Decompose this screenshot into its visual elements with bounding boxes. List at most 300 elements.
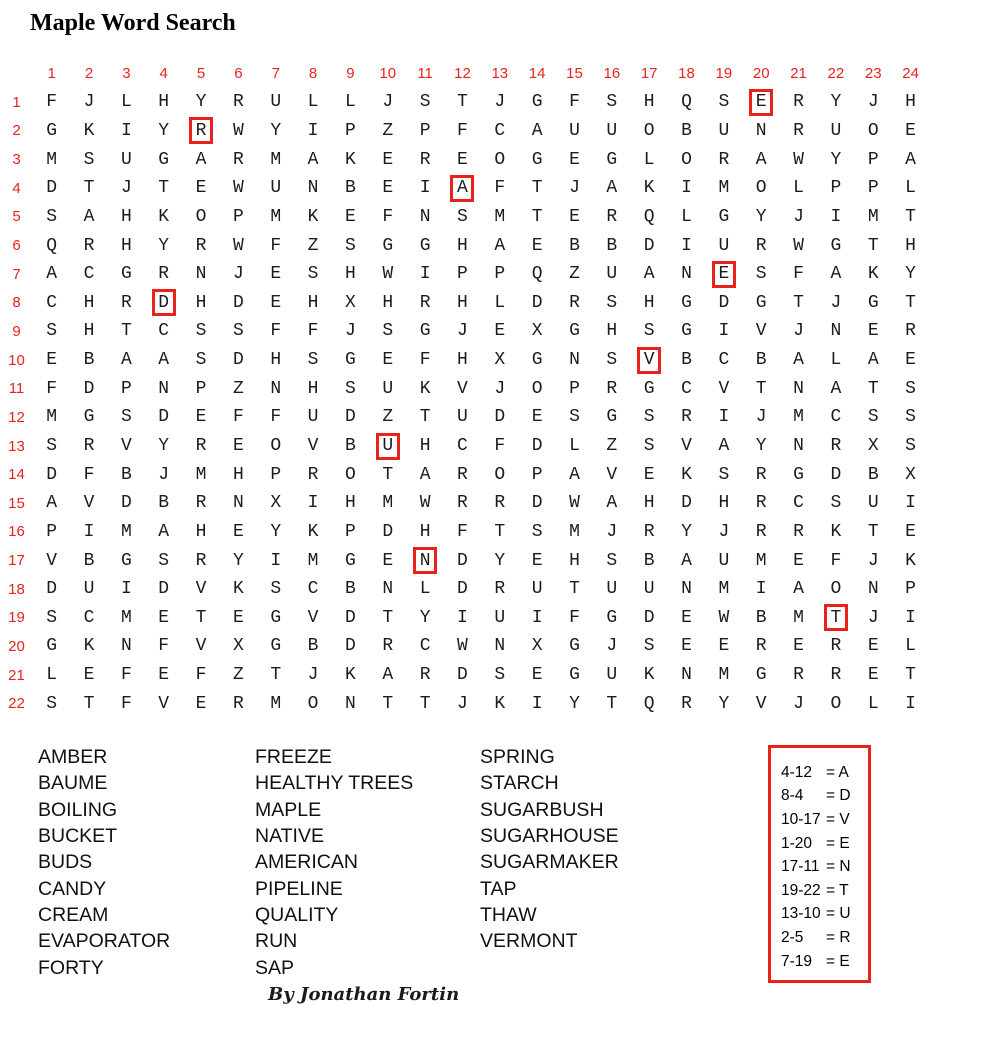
grid-letter: E (195, 693, 207, 714)
grid-letter: I (905, 693, 916, 714)
grid-letter: S (905, 378, 916, 399)
grid-letter: W (232, 120, 244, 141)
grid-letter: C (158, 321, 170, 342)
grid-letter: R (681, 693, 692, 714)
word-grid (0, 58, 929, 718)
boxed-letter: D (152, 289, 176, 316)
grid-letter: F (494, 436, 506, 456)
grid-letter: L (830, 350, 842, 371)
grid-letter: D (531, 493, 543, 514)
grid-letter: R (195, 436, 207, 456)
grid-letter: B (569, 235, 580, 256)
grid-letter: T (905, 206, 916, 227)
grid-letter: Q (46, 235, 58, 256)
grid-letter: V (158, 693, 170, 714)
grid-letter: N (830, 321, 842, 342)
grid-letter: W (232, 178, 244, 199)
grid-letter: R (681, 407, 692, 428)
word-item: FORTY (38, 956, 104, 979)
row-number: 19 (8, 609, 25, 627)
grid-letter: Z (606, 436, 618, 456)
row-number: 18 (8, 580, 25, 598)
col-number: 2 (84, 64, 94, 82)
grid-letter: K (158, 206, 170, 227)
grid-letter: R (195, 493, 207, 514)
grid-letter: V (718, 378, 730, 399)
grid-letter: E (494, 321, 506, 342)
grid-letter: F (120, 665, 132, 686)
grid-letter: L (867, 693, 879, 714)
grid-letter: G (419, 321, 431, 342)
grid-letter: H (569, 550, 580, 571)
grid-letter: U (606, 579, 618, 600)
grid-letter: M (120, 607, 132, 628)
grid-letter: G (569, 636, 580, 657)
grid-letter: S (494, 665, 506, 686)
grid-letter: G (158, 149, 170, 170)
page-title: Maple Word Search (30, 10, 236, 36)
grid-letter: N (755, 120, 767, 141)
grid-letter: D (345, 407, 356, 428)
grid-letter: T (158, 178, 170, 199)
legend-coord: 17-11 (781, 858, 820, 876)
grid-letter: Y (419, 607, 431, 628)
grid-letter: S (905, 436, 916, 456)
grid-letter: I (681, 178, 692, 199)
grid-letter: T (867, 521, 879, 542)
grid-letter: D (345, 607, 356, 628)
grid-letter: U (120, 149, 132, 170)
grid-letter: T (905, 292, 916, 313)
grid-letter: E (531, 665, 543, 686)
grid-letter: R (793, 521, 804, 542)
word-item: CREAM (38, 904, 109, 927)
grid-letter: E (382, 149, 394, 170)
grid-letter: D (158, 407, 170, 428)
grid-letter: L (681, 206, 692, 227)
word-item: BUDS (38, 851, 93, 874)
grid-letter: S (718, 464, 730, 485)
grid-letter: H (195, 292, 207, 313)
grid-letter: T (270, 665, 282, 686)
grid-letter: R (755, 464, 767, 485)
grid-letter: I (307, 493, 319, 514)
word-item: BUCKET (38, 825, 118, 848)
grid-letter: U (270, 178, 282, 199)
word-list-column-1 (38, 744, 170, 981)
grid-letter: N (307, 178, 319, 199)
grid-letter: F (419, 350, 431, 371)
grid-letter: Z (569, 264, 580, 285)
col-number: 20 (752, 64, 770, 82)
grid-letter: R (606, 206, 618, 227)
grid-letter: S (345, 378, 356, 399)
grid-letter: O (681, 149, 692, 170)
grid-letter: U (531, 579, 543, 600)
grid-letter: G (755, 665, 767, 686)
grid-letter: K (83, 636, 95, 657)
grid-letter: K (830, 521, 842, 542)
boxed-letter: E (712, 261, 736, 288)
grid-letter: Y (195, 92, 207, 113)
grid-letter: P (46, 521, 58, 542)
grid-letter: A (569, 464, 580, 485)
boxed-letter: E (749, 89, 773, 116)
grid-letter: F (307, 321, 319, 342)
grid-letter: G (569, 321, 580, 342)
grid-letter: D (46, 579, 58, 600)
grid-letter: N (681, 579, 692, 600)
grid-letter: E (83, 665, 95, 686)
grid-letter: O (643, 120, 655, 141)
grid-letter: I (419, 178, 431, 199)
grid-letter: B (681, 120, 692, 141)
word-item: TAP (480, 877, 517, 900)
grid-letter: D (46, 464, 58, 485)
grid-letter: R (830, 436, 842, 456)
grid-letter: A (120, 350, 132, 371)
grid-letter: K (232, 579, 244, 600)
grid-letter: E (232, 521, 244, 542)
grid-letter: J (494, 378, 506, 399)
grid-letter: D (643, 607, 655, 628)
legend-entry (781, 832, 868, 856)
grid-letter: H (158, 92, 170, 113)
grid-letter: T (905, 665, 916, 686)
grid-letter: E (158, 607, 170, 628)
grid-letter: E (867, 665, 879, 686)
legend-coord: 19-22 (781, 881, 821, 899)
grid-letter: Z (307, 235, 319, 256)
grid-letter: U (569, 120, 580, 141)
grid-letter: N (419, 206, 431, 227)
grid-letter: S (232, 321, 244, 342)
grid-letter: N (120, 636, 132, 657)
grid-letter: Q (643, 206, 655, 227)
grid-letter: F (270, 407, 282, 428)
grid-letter: J (382, 92, 394, 113)
grid-letter: S (120, 407, 132, 428)
grid-letter: S (643, 636, 655, 657)
col-number: 11 (417, 64, 433, 82)
grid-cell (743, 88, 780, 117)
legend-entry (781, 761, 868, 785)
grid-cell (369, 432, 406, 461)
grid-letter: S (345, 235, 356, 256)
legend-coord: 13-10 (781, 905, 821, 923)
grid-letter: D (232, 292, 244, 313)
row-number: 1 (12, 93, 21, 111)
word-item: NATIVE (255, 825, 324, 848)
grid-cell (182, 117, 219, 146)
grid-letter: M (270, 149, 282, 170)
grid-letter: E (867, 321, 879, 342)
grid-letter: N (382, 579, 394, 600)
grid-letter: E (232, 436, 244, 456)
grid-letter: I (419, 264, 431, 285)
grid-letter: G (643, 378, 655, 399)
grid-letter: S (755, 264, 767, 285)
grid-letter: S (83, 149, 95, 170)
grid-letter: V (755, 321, 767, 342)
grid-letter: C (830, 407, 842, 428)
grid-letter: E (793, 550, 804, 571)
grid-letter: P (232, 206, 244, 227)
word-item: HEALTHY TREES (255, 772, 414, 795)
row-number: 4 (12, 179, 21, 197)
grid-letter: Y (755, 206, 767, 227)
grid-letter: A (905, 149, 916, 170)
grid-letter: D (830, 464, 842, 485)
grid-letter: N (270, 378, 282, 399)
word-item: SAP (255, 956, 295, 979)
grid-letter: E (905, 521, 916, 542)
grid-letter: S (419, 92, 431, 113)
grid-letter: F (232, 407, 244, 428)
grid-letter: G (120, 264, 132, 285)
row-number: 8 (12, 294, 21, 312)
grid-letter: D (643, 235, 655, 256)
col-number: 23 (864, 64, 882, 82)
grid-letter: Y (158, 436, 170, 456)
word-item: THAW (480, 904, 537, 927)
grid-letter: R (232, 149, 244, 170)
grid-letter: H (419, 521, 431, 542)
grid-letter: C (793, 493, 804, 514)
grid-letter: L (569, 436, 580, 456)
legend-letter: = V (826, 810, 850, 828)
grid-letter: J (867, 607, 879, 628)
col-number: 12 (454, 64, 471, 82)
grid-letter: Y (718, 693, 730, 714)
grid-letter: I (120, 120, 132, 141)
grid-cell (444, 174, 481, 203)
grid-letter: E (681, 636, 692, 657)
grid-letter: A (307, 149, 319, 170)
grid-letter: F (494, 178, 506, 199)
grid-letter: E (457, 149, 468, 170)
grid-letter: D (232, 350, 244, 371)
grid-letter: M (46, 407, 58, 428)
grid-letter: T (606, 693, 618, 714)
grid-letter: D (494, 407, 506, 428)
grid-letter: N (232, 493, 244, 514)
grid-letter: U (606, 120, 618, 141)
grid-letter: R (83, 235, 95, 256)
grid-letter: E (531, 407, 543, 428)
grid-letter: W (457, 636, 468, 657)
grid-letter: X (270, 493, 282, 514)
grid-letter: P (419, 120, 431, 141)
grid-letter: Y (830, 92, 842, 113)
grid-letter: U (643, 579, 655, 600)
grid-letter: P (569, 378, 580, 399)
grid-letter: Y (232, 550, 244, 571)
grid-letter: G (270, 636, 282, 657)
grid-letter: W (793, 149, 804, 170)
grid-letter: R (569, 292, 580, 313)
grid-letter: I (830, 206, 842, 227)
grid-letter: N (494, 636, 506, 657)
grid-letter: G (718, 206, 730, 227)
word-item: MAPLE (255, 798, 322, 821)
grid-letter: K (867, 264, 879, 285)
legend-letter: = D (826, 787, 851, 805)
grid-letter: W (382, 264, 394, 285)
grid-letter: A (718, 436, 730, 456)
row-number: 12 (8, 408, 25, 426)
grid-letter: X (494, 350, 506, 371)
row-number: 11 (8, 380, 25, 398)
grid-letter: D (457, 579, 468, 600)
grid-letter: Y (681, 521, 692, 542)
grid-letter: L (120, 92, 132, 113)
grid-letter: H (83, 321, 95, 342)
grid-letter: F (569, 607, 580, 628)
grid-letter: U (494, 607, 506, 628)
col-number: 15 (566, 64, 583, 82)
grid-letter: U (606, 665, 618, 686)
col-number: 4 (159, 64, 168, 82)
row-number: 7 (12, 265, 21, 283)
grid-letter: U (270, 92, 282, 113)
row-number: 2 (12, 122, 21, 140)
grid-letter: B (755, 607, 767, 628)
grid-letter: S (905, 407, 916, 428)
grid-letter: C (718, 350, 730, 371)
grid-letter: H (345, 493, 356, 514)
grid-letter: E (158, 665, 170, 686)
grid-letter: A (793, 350, 804, 371)
word-item: AMERICAN (255, 851, 358, 874)
grid-letter: T (531, 178, 543, 199)
grid-letter: B (345, 579, 356, 600)
word-item: SUGARHOUSE (480, 825, 619, 848)
grid-cell (406, 546, 443, 575)
grid-letter: M (718, 665, 730, 686)
grid-letter: K (643, 665, 655, 686)
grid-letter: E (531, 235, 543, 256)
grid-letter: G (382, 235, 394, 256)
row-number: 6 (12, 237, 21, 255)
grid-letter: G (830, 235, 842, 256)
grid-letter: H (83, 292, 95, 313)
grid-letter: J (494, 92, 506, 113)
grid-letter: X (232, 636, 244, 657)
grid-letter: U (867, 493, 879, 514)
grid-letter: B (158, 493, 170, 514)
grid-letter: X (905, 464, 916, 485)
grid-letter: F (793, 264, 804, 285)
boxed-letter: A (450, 175, 474, 202)
grid-letter: D (531, 436, 543, 456)
grid-letter: E (643, 464, 655, 485)
grid-letter: D (718, 292, 730, 313)
grid-letter: P (867, 149, 879, 170)
grid-letter: Y (158, 235, 170, 256)
grid-letter: O (830, 579, 842, 600)
grid-letter: R (419, 292, 431, 313)
grid-letter: G (46, 636, 58, 657)
grid-letter: A (158, 350, 170, 371)
grid-letter: H (195, 521, 207, 542)
col-number: 21 (790, 64, 807, 82)
grid-letter: M (195, 464, 207, 485)
grid-letter: T (457, 92, 468, 113)
grid-letter: S (830, 493, 842, 514)
grid-letter: F (382, 206, 394, 227)
grid-letter: J (718, 521, 730, 542)
grid-letter: E (46, 350, 58, 371)
legend-letter: = T (826, 881, 849, 899)
grid-letter: I (681, 235, 692, 256)
grid-letter: G (531, 92, 543, 113)
grid-letter: U (382, 378, 394, 399)
legend-letter: = R (826, 928, 851, 946)
grid-letter: H (419, 436, 431, 456)
grid-letter: F (158, 636, 170, 657)
grid-letter: S (46, 206, 58, 227)
col-number: 14 (528, 64, 546, 82)
grid-letter: D (83, 378, 95, 399)
word-item: SUGARMAKER (480, 851, 619, 874)
grid-letter: E (382, 350, 394, 371)
grid-letter: I (905, 607, 916, 628)
grid-letter: D (681, 493, 692, 514)
grid-letter: U (606, 264, 618, 285)
grid-letter: R (755, 636, 767, 657)
col-number: 7 (271, 64, 280, 82)
grid-letter: E (569, 206, 580, 227)
grid-letter: P (830, 178, 842, 199)
grid-letter: S (307, 350, 319, 371)
grid-letter: V (457, 378, 468, 399)
grid-letter: G (531, 350, 543, 371)
grid-letter: F (569, 92, 580, 113)
grid-letter: A (755, 149, 767, 170)
grid-letter: R (494, 493, 506, 514)
grid-letter: R (307, 464, 319, 485)
legend-entry (781, 785, 868, 809)
grid-letter: T (382, 607, 394, 628)
grid-letter: J (457, 693, 468, 714)
grid-letter: Y (905, 264, 916, 285)
legend-coord: 8-4 (781, 787, 804, 805)
grid-letter: H (643, 493, 655, 514)
grid-letter: G (606, 149, 618, 170)
byline: By Jonathan Fortin (268, 984, 460, 1005)
row-number: 15 (8, 494, 25, 512)
col-number: 1 (47, 64, 56, 82)
grid-letter: V (195, 636, 207, 657)
grid-letter: T (195, 607, 207, 628)
grid-letter: S (606, 292, 618, 313)
grid-letter: M (270, 206, 282, 227)
grid-letter: J (307, 665, 319, 686)
grid-letter: N (681, 264, 692, 285)
grid-letter: R (718, 149, 730, 170)
grid-letter: M (382, 493, 394, 514)
grid-cell (145, 288, 182, 317)
grid-letter: I (120, 579, 132, 600)
grid-letter: S (46, 321, 58, 342)
grid-letter: G (419, 235, 431, 256)
grid-letter: R (606, 378, 618, 399)
grid-letter: K (681, 464, 692, 485)
word-item: SUGARBUSH (480, 798, 604, 821)
grid-letter: M (569, 521, 580, 542)
grid-letter: L (494, 292, 506, 313)
